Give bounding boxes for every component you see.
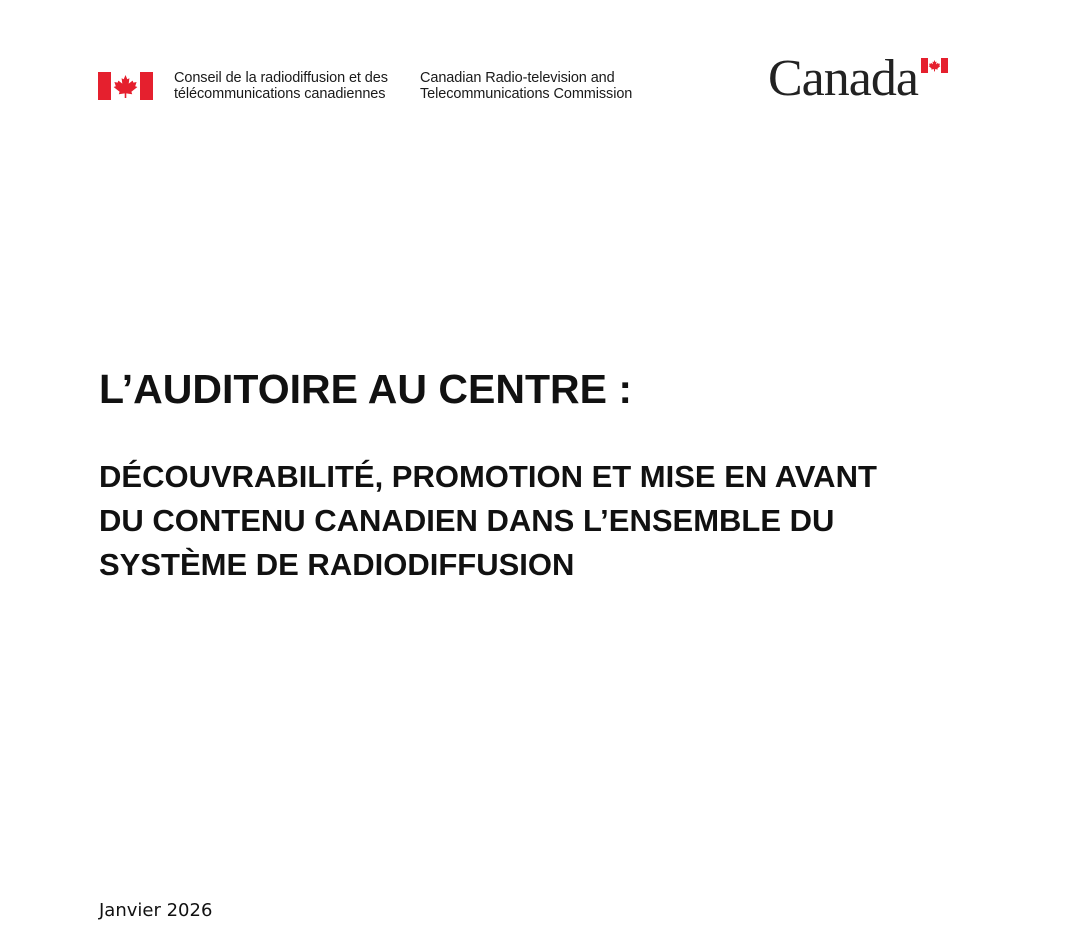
- subtitle-line-1: DÉCOUVRABILITÉ, PROMOTION ET MISE EN AVANT: [99, 459, 877, 494]
- document-header: [0, 0, 1079, 130]
- document-subtitle: [99, 455, 999, 587]
- org-name-english-line-2: Telecommunications Commission: [420, 86, 633, 102]
- subtitle-line-2: DU CONTENU CANADIEN DANS L’ENSEMBLE DU: [99, 503, 835, 538]
- org-name-french-line-2: télécommunications canadiennes: [174, 86, 386, 102]
- canada-flag-icon: [98, 72, 153, 100]
- canada-wordmark: [768, 50, 950, 107]
- org-name-english: [420, 70, 632, 102]
- document-title: L’AUDITOIRE AU CENTRE :: [99, 366, 633, 412]
- subtitle-line-3: SYSTÈME DE RADIODIFFUSION: [99, 547, 575, 582]
- org-name-french: [174, 70, 388, 102]
- publication-date: Janvier 2026: [99, 900, 213, 921]
- org-name-french-line-1: Conseil de la radiodiffusion et des: [174, 70, 388, 86]
- wordmark-flag-icon: [921, 58, 948, 73]
- org-name-english-line-1: Canadian Radio-television and: [420, 70, 615, 86]
- canada-wordmark-text: Canada: [768, 50, 918, 107]
